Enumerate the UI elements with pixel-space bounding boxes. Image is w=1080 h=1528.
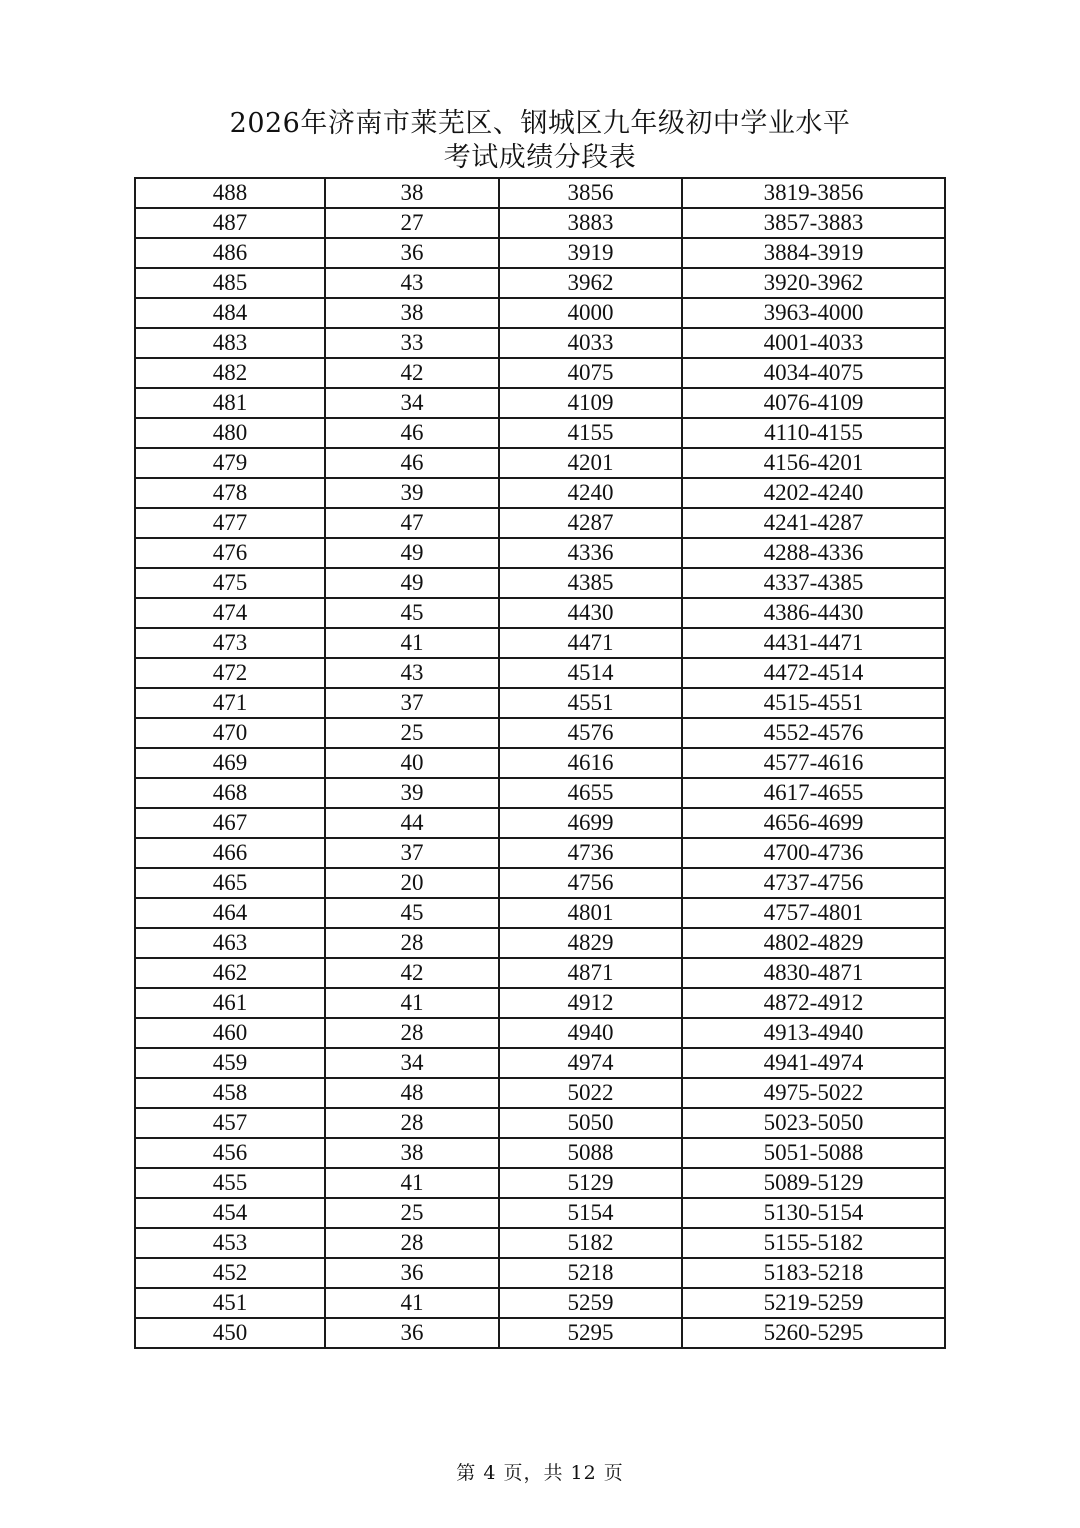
score-cell: 488 <box>135 178 325 208</box>
rank-range-cell: 4076-4109 <box>682 388 945 418</box>
cumulative-cell: 5182 <box>499 1228 682 1258</box>
score-cell: 453 <box>135 1228 325 1258</box>
table-row <box>135 898 945 928</box>
cumulative-cell: 4287 <box>499 508 682 538</box>
cumulative-cell: 5088 <box>499 1138 682 1168</box>
count-cell: 20 <box>325 868 499 898</box>
score-cell: 487 <box>135 208 325 238</box>
count-cell: 25 <box>325 718 499 748</box>
rank-range-cell: 4034-4075 <box>682 358 945 388</box>
score-cell: 457 <box>135 1108 325 1138</box>
count-cell: 38 <box>325 178 499 208</box>
table-row <box>135 328 945 358</box>
rank-range-cell: 5023-5050 <box>682 1108 945 1138</box>
cumulative-cell: 4655 <box>499 778 682 808</box>
cumulative-cell: 4155 <box>499 418 682 448</box>
score-cell: 475 <box>135 568 325 598</box>
score-cell: 466 <box>135 838 325 868</box>
table-row <box>135 1318 945 1348</box>
rank-range-cell: 4288-4336 <box>682 538 945 568</box>
count-cell: 46 <box>325 418 499 448</box>
cumulative-cell: 4551 <box>499 688 682 718</box>
rank-range-cell: 4737-4756 <box>682 868 945 898</box>
count-cell: 48 <box>325 1078 499 1108</box>
table-row <box>135 838 945 868</box>
count-cell: 41 <box>325 988 499 1018</box>
rank-range-cell: 4975-5022 <box>682 1078 945 1108</box>
rank-range-cell: 4617-4655 <box>682 778 945 808</box>
cumulative-cell: 4616 <box>499 748 682 778</box>
score-cell: 462 <box>135 958 325 988</box>
score-cell: 486 <box>135 238 325 268</box>
score-cell: 473 <box>135 628 325 658</box>
count-cell: 38 <box>325 1138 499 1168</box>
rank-range-cell: 4802-4829 <box>682 928 945 958</box>
count-cell: 36 <box>325 238 499 268</box>
table-row <box>135 718 945 748</box>
table-row <box>135 178 945 208</box>
rank-range-cell: 4472-4514 <box>682 658 945 688</box>
count-cell: 34 <box>325 388 499 418</box>
count-cell: 39 <box>325 478 499 508</box>
count-cell: 46 <box>325 448 499 478</box>
score-cell: 454 <box>135 1198 325 1228</box>
cumulative-cell: 4075 <box>499 358 682 388</box>
score-cell: 467 <box>135 808 325 838</box>
table-row <box>135 1258 945 1288</box>
count-cell: 43 <box>325 268 499 298</box>
score-cell: 458 <box>135 1078 325 1108</box>
score-cell: 456 <box>135 1138 325 1168</box>
table-row <box>135 1018 945 1048</box>
count-cell: 40 <box>325 748 499 778</box>
score-cell: 451 <box>135 1288 325 1318</box>
table-row <box>135 688 945 718</box>
count-cell: 28 <box>325 1018 499 1048</box>
rank-range-cell: 3857-3883 <box>682 208 945 238</box>
document-title-line-2: 考试成绩分段表 <box>443 142 637 173</box>
rank-range-cell: 4552-4576 <box>682 718 945 748</box>
cumulative-cell: 3856 <box>499 178 682 208</box>
count-cell: 36 <box>325 1318 499 1348</box>
cumulative-cell: 4699 <box>499 808 682 838</box>
rank-range-cell: 5051-5088 <box>682 1138 945 1168</box>
rank-range-cell: 4156-4201 <box>682 448 945 478</box>
cumulative-cell: 4871 <box>499 958 682 988</box>
score-cell: 461 <box>135 988 325 1018</box>
count-cell: 42 <box>325 358 499 388</box>
table-row <box>135 448 945 478</box>
table-row <box>135 868 945 898</box>
count-cell: 38 <box>325 298 499 328</box>
cumulative-cell: 4336 <box>499 538 682 568</box>
table-row <box>135 358 945 388</box>
score-cell: 469 <box>135 748 325 778</box>
rank-range-cell: 4656-4699 <box>682 808 945 838</box>
score-cell: 482 <box>135 358 325 388</box>
table-row <box>135 568 945 598</box>
rank-range-cell: 4700-4736 <box>682 838 945 868</box>
cumulative-cell: 4109 <box>499 388 682 418</box>
count-cell: 43 <box>325 658 499 688</box>
score-cell: 483 <box>135 328 325 358</box>
cumulative-cell: 3962 <box>499 268 682 298</box>
count-cell: 45 <box>325 898 499 928</box>
score-cell: 459 <box>135 1048 325 1078</box>
cumulative-cell: 4514 <box>499 658 682 688</box>
cumulative-cell: 5050 <box>499 1108 682 1138</box>
count-cell: 41 <box>325 1288 499 1318</box>
rank-range-cell: 4431-4471 <box>682 628 945 658</box>
count-cell: 42 <box>325 958 499 988</box>
page-footer: 第 4 页，共 12 页 <box>456 1462 624 1484</box>
table-row <box>135 508 945 538</box>
rank-range-cell: 5130-5154 <box>682 1198 945 1228</box>
count-cell: 36 <box>325 1258 499 1288</box>
count-cell: 33 <box>325 328 499 358</box>
count-cell: 39 <box>325 778 499 808</box>
cumulative-cell: 4756 <box>499 868 682 898</box>
score-cell: 478 <box>135 478 325 508</box>
score-cell: 464 <box>135 898 325 928</box>
table-row <box>135 1138 945 1168</box>
count-cell: 37 <box>325 688 499 718</box>
rank-range-cell: 4386-4430 <box>682 598 945 628</box>
table-row <box>135 1078 945 1108</box>
cumulative-cell: 4201 <box>499 448 682 478</box>
rank-range-cell: 4110-4155 <box>682 418 945 448</box>
cumulative-cell: 5154 <box>499 1198 682 1228</box>
cumulative-cell: 5218 <box>499 1258 682 1288</box>
table-body <box>135 178 945 1348</box>
rank-range-cell: 4001-4033 <box>682 328 945 358</box>
rank-range-cell: 4337-4385 <box>682 568 945 598</box>
score-cell: 463 <box>135 928 325 958</box>
score-cell: 485 <box>135 268 325 298</box>
count-cell: 44 <box>325 808 499 838</box>
table-row <box>135 958 945 988</box>
cumulative-cell: 5022 <box>499 1078 682 1108</box>
cumulative-cell: 4385 <box>499 568 682 598</box>
count-cell: 25 <box>325 1198 499 1228</box>
cumulative-cell: 4576 <box>499 718 682 748</box>
cumulative-cell: 4801 <box>499 898 682 928</box>
cumulative-cell: 5259 <box>499 1288 682 1318</box>
table-row <box>135 388 945 418</box>
score-cell: 480 <box>135 418 325 448</box>
score-cell: 472 <box>135 658 325 688</box>
score-cell: 471 <box>135 688 325 718</box>
table-row <box>135 628 945 658</box>
table-row <box>135 478 945 508</box>
cumulative-cell: 4240 <box>499 478 682 508</box>
table-row <box>135 298 945 328</box>
table-row <box>135 658 945 688</box>
rank-range-cell: 4515-4551 <box>682 688 945 718</box>
count-cell: 27 <box>325 208 499 238</box>
cumulative-cell: 3883 <box>499 208 682 238</box>
table-row <box>135 808 945 838</box>
table-row <box>135 748 945 778</box>
score-cell: 474 <box>135 598 325 628</box>
cumulative-cell: 4940 <box>499 1018 682 1048</box>
table-row <box>135 1048 945 1078</box>
table-row <box>135 928 945 958</box>
count-cell: 45 <box>325 598 499 628</box>
rank-range-cell: 5089-5129 <box>682 1168 945 1198</box>
table-row <box>135 418 945 448</box>
table-row <box>135 1168 945 1198</box>
cumulative-cell: 5129 <box>499 1168 682 1198</box>
rank-range-cell: 4202-4240 <box>682 478 945 508</box>
rank-range-cell: 5155-5182 <box>682 1228 945 1258</box>
cumulative-cell: 4912 <box>499 988 682 1018</box>
cumulative-cell: 4736 <box>499 838 682 868</box>
cumulative-cell: 4430 <box>499 598 682 628</box>
score-cell: 481 <box>135 388 325 418</box>
cumulative-cell: 4829 <box>499 928 682 958</box>
cumulative-cell: 3919 <box>499 238 682 268</box>
score-cell: 468 <box>135 778 325 808</box>
count-cell: 28 <box>325 1108 499 1138</box>
cumulative-cell: 4974 <box>499 1048 682 1078</box>
score-cell: 479 <box>135 448 325 478</box>
score-cell: 476 <box>135 538 325 568</box>
count-cell: 47 <box>325 508 499 538</box>
rank-range-cell: 5260-5295 <box>682 1318 945 1348</box>
rank-range-cell: 4241-4287 <box>682 508 945 538</box>
rank-range-cell: 4757-4801 <box>682 898 945 928</box>
table-row <box>135 208 945 238</box>
rank-range-cell: 4830-4871 <box>682 958 945 988</box>
rank-range-cell: 4941-4974 <box>682 1048 945 1078</box>
rank-range-cell: 3963-4000 <box>682 298 945 328</box>
cumulative-cell: 4000 <box>499 298 682 328</box>
rank-range-cell: 3819-3856 <box>682 178 945 208</box>
rank-range-cell: 3920-3962 <box>682 268 945 298</box>
cumulative-cell: 4471 <box>499 628 682 658</box>
rank-range-cell: 4577-4616 <box>682 748 945 778</box>
score-cell: 452 <box>135 1258 325 1288</box>
score-cell: 477 <box>135 508 325 538</box>
table-row <box>135 1288 945 1318</box>
rank-range-cell: 4913-4940 <box>682 1018 945 1048</box>
score-distribution-table <box>134 177 946 1349</box>
score-cell: 450 <box>135 1318 325 1348</box>
count-cell: 28 <box>325 1228 499 1258</box>
table-row <box>135 1198 945 1228</box>
count-cell: 34 <box>325 1048 499 1078</box>
score-cell: 455 <box>135 1168 325 1198</box>
table-row <box>135 538 945 568</box>
count-cell: 41 <box>325 628 499 658</box>
table-row <box>135 268 945 298</box>
table-row <box>135 598 945 628</box>
rank-range-cell: 5183-5218 <box>682 1258 945 1288</box>
table-row <box>135 988 945 1018</box>
score-cell: 460 <box>135 1018 325 1048</box>
count-cell: 49 <box>325 538 499 568</box>
rank-range-cell: 5219-5259 <box>682 1288 945 1318</box>
table-row <box>135 1228 945 1258</box>
document-title-line-1: 2026年济南市莱芜区、钢城区九年级初中学业水平 <box>229 108 851 139</box>
table-row <box>135 1108 945 1138</box>
count-cell: 28 <box>325 928 499 958</box>
count-cell: 49 <box>325 568 499 598</box>
count-cell: 41 <box>325 1168 499 1198</box>
score-cell: 484 <box>135 298 325 328</box>
cumulative-cell: 5295 <box>499 1318 682 1348</box>
count-cell: 37 <box>325 838 499 868</box>
rank-range-cell: 3884-3919 <box>682 238 945 268</box>
rank-range-cell: 4872-4912 <box>682 988 945 1018</box>
score-cell: 470 <box>135 718 325 748</box>
table-row <box>135 238 945 268</box>
score-cell: 465 <box>135 868 325 898</box>
table-row <box>135 778 945 808</box>
cumulative-cell: 4033 <box>499 328 682 358</box>
